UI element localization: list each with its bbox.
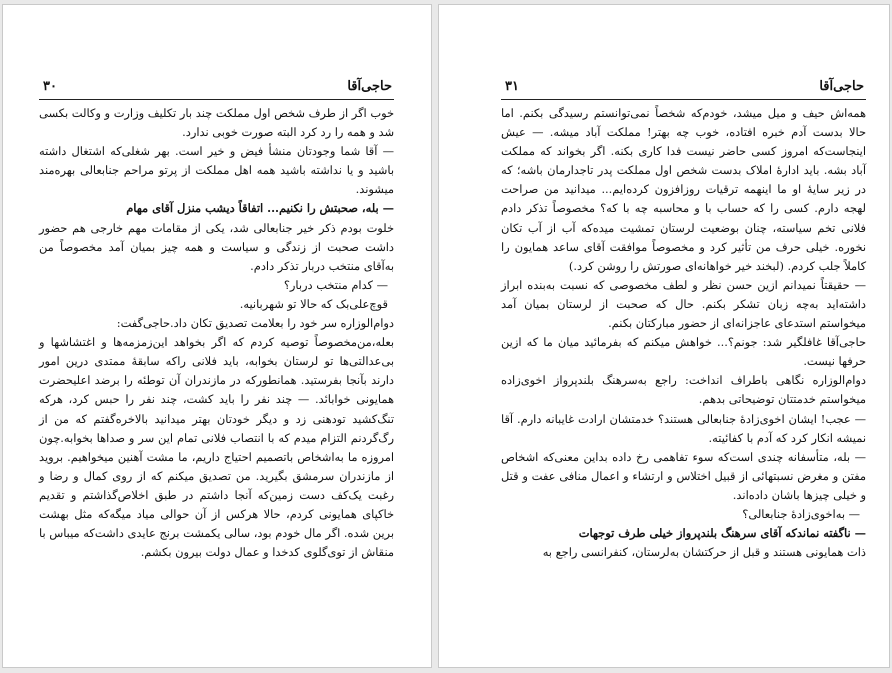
paragraph: دوام‌الوزاره نگاهی باطراف انداخت: راجع به‌سرهنگ بلندپرواز اخوی‌زاده میخواستم خدمتتان توضیحاتی بدهم. [501,373,866,407]
running-title: حاجی‌آقا [347,79,392,94]
paragraph: خوب اگر از طرف شخص اول مملکت چند بار تکلیف وزارت و وکالت بکسی شد و همه را رد کرد البته صورت خوبی ندارد. [39,106,394,140]
page-body [39,104,394,562]
page-header [39,79,394,100]
page-number: ۳۰ [43,79,57,94]
paragraph: بعله،من‌مخصوصاً توصیه کردم که اگر بخواهد این‌زمزمه‌ها و اغتشاشها و بی‌عدالتی‌ها تو لرستان بخوابه، باید فلانی راکه سابقهٔ ممتدی درین امور دارند بآنجا بفرستید. همانطورکه در مازندران آن توطئه را برضد اعلیحضرت همایونی خوابائد. — چند نفر را باید کشت، چند نفر را حبس کرد، هرکه تنگ‌کشید تودهنی زد و دیگر خودتان بهتر میدانید بالاخره‌گفتم که من از رگ‌گردنم التزام میدم که با انتصاب فلانی تمام این سر و صداها بخوابه.چون امروزه ما به‌اشخاص باتصمیم احتیاج داریم، ما مشت آهنین میخواهیم. بروید از مازندران سرمشق بگیرید. من تصدیق میکنم که از روی کمال و رضا و رغبت یک‌کف دست زمین‌که آنجا داشتم در طبق اخلاص‌گذاشتم و تقدیم خاکپای همایونی کردم، حالا هرکس از آن حوالی میاد میگه‌که مثل بهشت برین شده. اگر مال خودم بود، سالی یکمشت برنج عایدی داشت‌که میباس با منقاش از توی‌گلوی کدخدا و عمال دولت بیرون بکشم. [39,335,394,560]
page-body [501,104,866,562]
paragraph: — بله، متأسفانه چندی است‌که سوء تفاهمی رخ داده بداین معنی‌که اشخاص مفتن و مغرض نسبتهائی از قبیل اختلاس و ارتشاء و اعمال منافی عفت و قتل و خیلی چیزها باشان داده‌اند. [501,449,866,502]
paragraph: — ناگفته نماندکه آقای سرهنگ بلندپرواز خیلی طرف توجهات [578,526,866,541]
page-30 [2,4,432,668]
paragraph: ذات همایونی هستند و قبل از حرکتشان به‌لرستان، کنفرانسی راجع به [542,545,866,560]
paragraph: دوام‌الوزاره سر خود را بعلامت تصدیق تکان داد.حاجی‌گفت: [116,316,394,331]
paragraph: — کدام منتخب دربار؟ [283,277,388,292]
page-header [501,79,866,100]
paragraph: — آقا شما وجودتان منشأ فیض و خیر است. بهر شغلی‌که اشتغال داشته باشید و یا نداشته باشید همه اهل مملکت از پرتو مراحم جنابعالی بهره‌مند میشوند. [39,144,394,197]
paragraph: قوچ‌علی‌بک که حالا تو شهربانیه. [239,296,388,311]
paragraph: حاجی‌آقا غافلگیر شد: جونم؟... خواهش میکنم که بفرمائید میان ما که ازین حرفها نیست. [501,335,866,369]
paragraph: خلوت بودم ذکر خیر جنابعالی شد، یکی از مقامات مهم خارجی هم حضور داشت صحبت از زندگی و سیاست و همه چیز بمیان آمد مخصوصاً من به‌آقای منتخب دربار تذکر دادم. [39,220,394,273]
paragraph: — حقیقتاً نمیدانم ازین حسن نظر و لطف مخصوصی که نسبت به‌بنده ابراز داشته‌اید به‌چه زبان تشکر بکنم. حال که صحبت از لرستان بمیان آمد میخواستم استدعای عاجزانه‌ای از حضور مبارکتان بکنم. [501,277,866,331]
page-number: ۳۱ [505,79,519,94]
paragraph: — عجب! ایشان اخوی‌زادهٔ جنابعالی هستند؟ خدمتشان ارادت غایبانه دارم. آقا نمیشه انکار کرد که آدم با کفائیته. [501,411,866,445]
paragraph: همه‌اش حیف و میل میشد، خودم‌که شخصاً نمی‌توانستم رسیدگی بکنم. اما حالا بدست آدم خبره افتاده، خوب چه بهتر! مملکت آباد میشه. — عیش اینجاست‌که امروز کسی حاضر نیست فدا کاری بکنه. اگر بخواند که مملکت آباد بشه. باید ادارهٔ املاک بدست شخص اول مملکت پدر تاجدارمان باشه؛ که در زیر سایهٔ او ما اینهمه ترقیات روزافزون کرده‌ایم... میدانید من صراحت لهجه دارم. کسی را که حساب با و محاسبه چه با که؟ مخصوصاً تذکر دادم فلانی تخم سیاسته، چنان بوضعیت لرستان تمشیت میده‌که آب از آب تکان نخوره. خیلی حرف من تأثیر کرد و مخصوصاً موافقت آقای ساعد همایون را کاملاً جلب کردم. (لبخند خیر خواهانه‌ای صورتش را روشن کرد.) [501,106,866,273]
paragraph: — بله، صحبتش را نکنیم... اتفاقاً دیشب منزل آقای مهام [126,201,394,216]
page-31 [438,4,890,668]
running-title: حاجی‌آقا [819,79,864,94]
paragraph: — به‌اخوی‌زادهٔ جنابعالی؟ [742,506,860,521]
